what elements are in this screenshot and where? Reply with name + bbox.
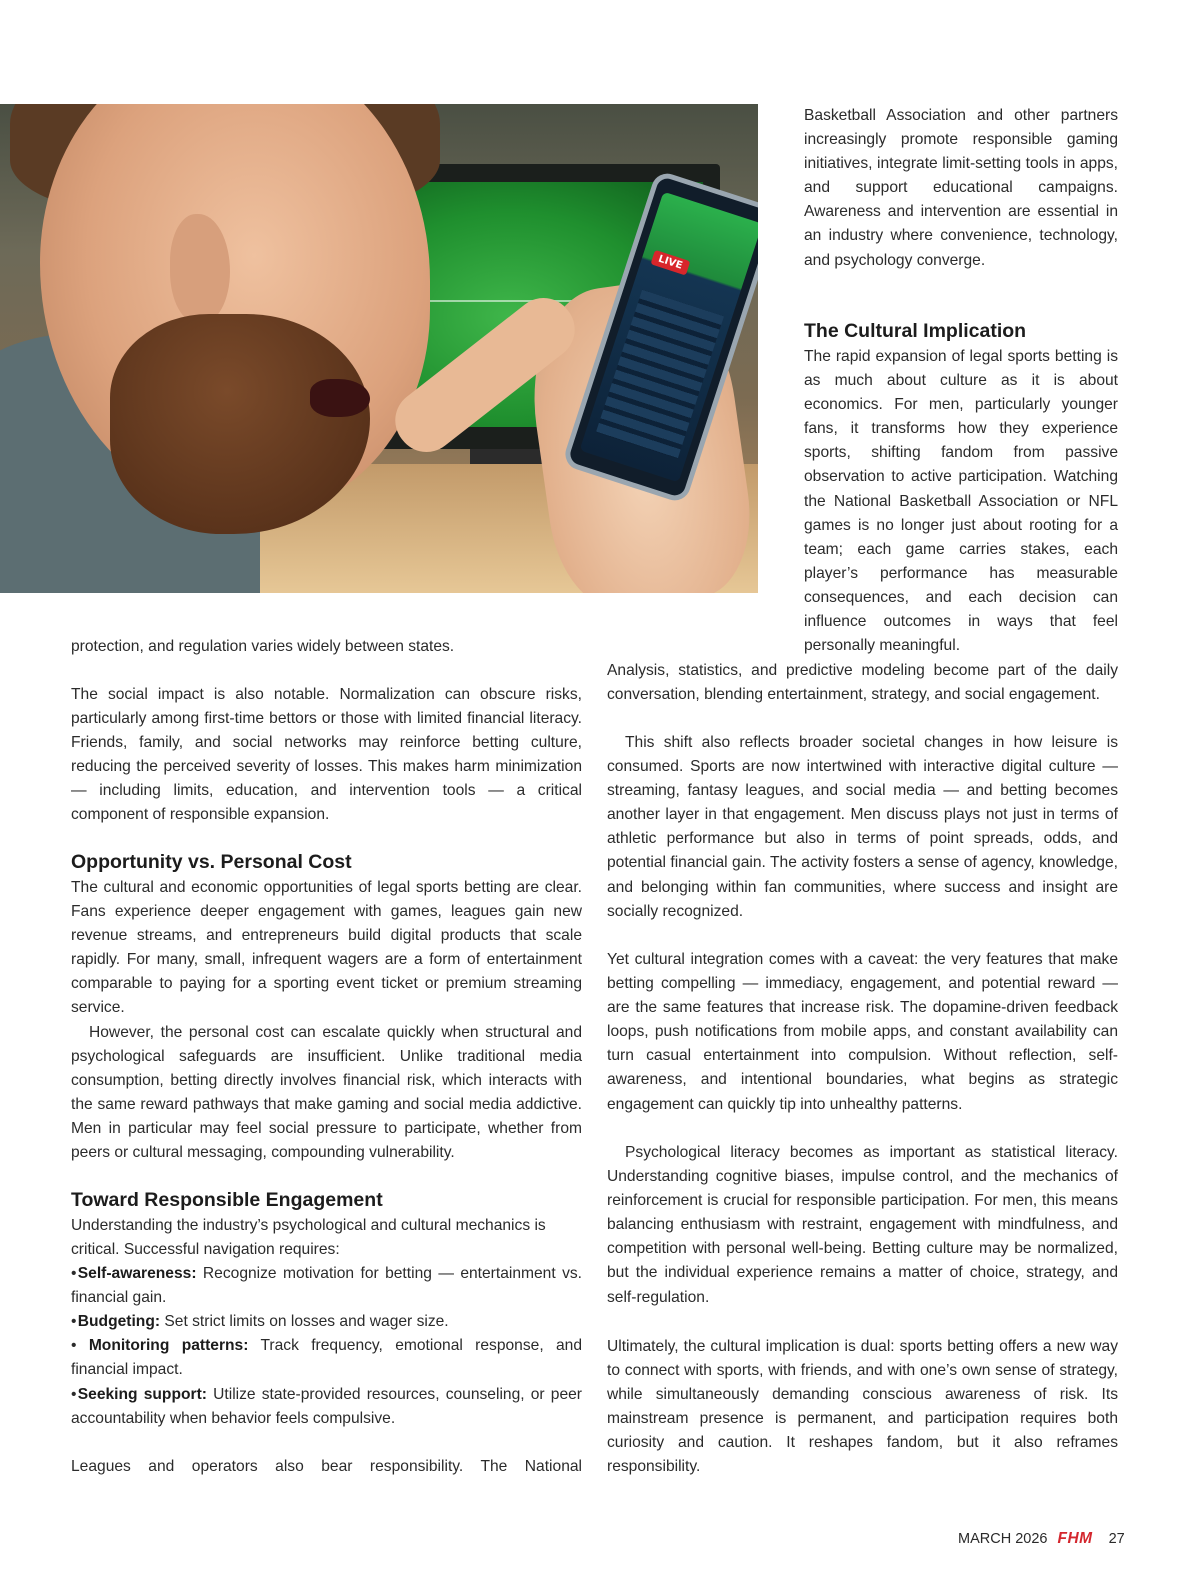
cultural-paragraph-1-continued: Analysis, statistics, and predictive modeling become part of the daily conversation, blending entertainment, strategy, and social engagement.	[607, 662, 1118, 704]
bullet-text: Set strict limits on losses and wager size.	[160, 1313, 449, 1330]
page-number: 27	[1108, 1531, 1125, 1547]
however-paragraph: However, the personal cost can escalate quickly when structural and psychological safeguards are insufficient. Unlike traditional media consumption, betting directly involves financial risk, which interacts with the same reward pathways that make gaming and social media addictive. Men in particular may feel social pressure to participate, whether from peers or cultural messaging, compounding vulnerability.	[71, 1024, 582, 1162]
bullet-self-awareness: • Self-awareness: Recognize motivation for betting — entertainment vs. financial gain.	[71, 1265, 582, 1307]
bullet-monitoring: • Monitoring patterns: Track frequency, emotional response, and financial impact.	[71, 1337, 583, 1379]
cultural-paragraph-1: The rapid expansion of legal sports betting is as much about culture as it is about economics. For men, particularly younger fans, it transforms how they experience sports, shifting fandom from passive observation to active participation. Watching the National Basketball Association or NFL games is no longer just about rooting for a team; each game carries stakes, each player’s performance has measurable consequences, and each decision can influence outcomes in ways that feel personally meaningful.	[804, 348, 1118, 655]
issue-date: MARCH 2026	[958, 1531, 1048, 1547]
bullet-label: Self-awareness:	[77, 1265, 197, 1282]
right-intro-paragraph: Basketball Association and other partners increasingly promote responsible gaming initiatives, integrate limit-setting tools in apps, and support educational campaigns. Awareness and intervention are essential in an industry where convenience, technology, and psychology converge.	[804, 107, 1118, 269]
bullet-seeking-support: • Seeking support: Utilize state-provided resources, counseling, or peer accountability when behavior feels compulsive.	[71, 1386, 582, 1428]
bullet-label: Seeking support:	[77, 1386, 207, 1403]
opportunity-paragraph: The cultural and economic opportunities of legal sports betting are clear. Fans experience deeper engagement with games, leagues gain new revenue streams, and entrepreneurs build digital products that scale rapidly. For many, small, infrequent wagers are a form of entertainment comparable to paying for a sporting event ticket or premium streaming service.	[71, 879, 582, 1017]
cultural-paragraph-2: This shift also reflects broader societal changes in how leisure is consumed. Sports are now intertwined with interactive digital culture — streaming, fantasy leagues, and social media — and betting becomes another layer in that engagement. Men discuss plays not just in terms of athletic performance but also in terms of point spreads, odds, and potential financial gain. The activity fosters a sense of agency, knowledge, and belonging within fan communities, where success and insight are socially recognized.	[607, 734, 1118, 920]
hero-photo	[0, 104, 758, 593]
cultural-paragraph-5: Ultimately, the cultural implication is dual: sports betting offers a new way to connect with sports, with friends, and with one’s own sense of strategy, while simultaneously demanding conscious awareness of risk. Its mainstream presence is permanent, and participation requires both curiosity and caution. It reshapes fandom, but it also reframes responsibility.	[607, 1338, 1118, 1476]
page-footer	[958, 1527, 1125, 1551]
left-protection-line: protection, and regulation varies widely between states.	[71, 638, 455, 655]
social-impact-paragraph: The social impact is also notable. Normalization can obscure risks, particularly among first-time bettors or those with limited financial literacy. Friends, family, and social networks may reinforce betting culture, reducing the perceived severity of losses. This makes harm minimization — including limits, education, and intervention tools — a critical component of responsible expansion.	[71, 686, 582, 824]
heading-toward-responsible: Toward Responsible Engagement	[71, 1189, 383, 1211]
bullet-text: Recognize motivation for betting — entertainment vs. financial gain.	[71, 1265, 582, 1307]
cultural-paragraph-3: Yet cultural integration comes with a caveat: the very features that make betting compelling — immediacy, engagement, and potential reward — are the same features that increase risk. The dopamine-driven feedback loops, push notifications from mobile apps, and constant availability can turn casual entertainment into compulsion. Without reflection, self-awareness, and intentional boundaries, what begins as strategic engagement can quickly tip into unhealthy patterns.	[607, 951, 1118, 1113]
bullet-label: Budgeting:	[77, 1313, 161, 1330]
bullet-budgeting: • Budgeting: Set strict limits on losses and wager size.	[71, 1313, 449, 1330]
cultural-paragraph-4: Psychological literacy becomes as important as statistical literacy. Understanding cognitive biases, impulse control, and the mechanics of reinforcement is crucial for responsible participation. For men, this means balancing enthusiasm with restraint, engagement with mindfulness, and competition with personal well-being. Betting culture may be normalized, but the individual experience remains a matter of choice, strategy, and self-regulation.	[607, 1144, 1118, 1306]
bullet-label: Monitoring patterns:	[88, 1337, 249, 1354]
bullet-text: Utilize state-provided resources, counseling, or peer accountability when behavior feels compulsive.	[71, 1386, 582, 1428]
heading-opportunity: Opportunity vs. Personal Cost	[71, 851, 352, 873]
fhm-logo: FHM	[1057, 1530, 1093, 1547]
leagues-paragraph: Leagues and operators also bear responsibility. The National	[71, 1458, 582, 1475]
bullet-text: Track frequency, emotional response, and financial impact.	[71, 1337, 583, 1379]
toward-paragraph: Understanding the industry’s psychological and cultural mechanics is critical. Successful navigation requires:	[71, 1217, 546, 1259]
heading-cultural-implication: The Cultural Implication	[804, 320, 1027, 342]
live-badge: LIVE	[651, 250, 691, 276]
